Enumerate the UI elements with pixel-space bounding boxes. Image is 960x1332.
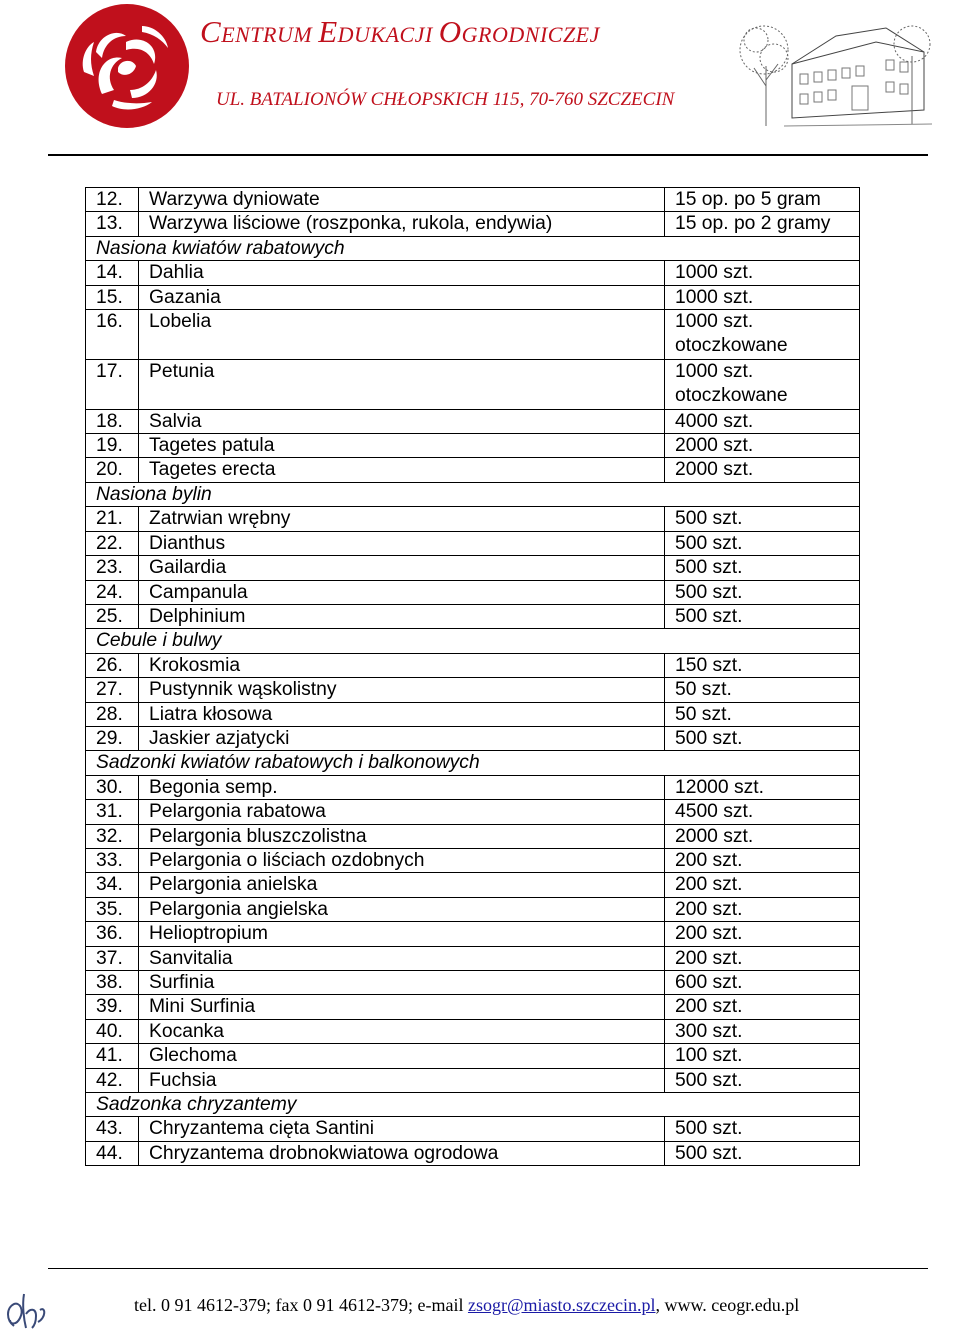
item-number: 18. xyxy=(86,409,139,433)
item-number: 34. xyxy=(86,873,139,897)
rose-logo-icon xyxy=(62,2,192,130)
item-quantity: 200 szt. xyxy=(665,848,860,872)
table-row xyxy=(86,873,860,897)
item-number: 16. xyxy=(86,310,139,360)
item-name: Jaskier azjatycki xyxy=(139,726,665,750)
section-title: Sadzonki kwiatów rabatowych i balkonowych xyxy=(86,751,860,775)
section-title: Nasiona bylin xyxy=(86,482,860,506)
item-number: 41. xyxy=(86,1044,139,1068)
item-quantity: 300 szt. xyxy=(665,1019,860,1043)
section-header-row xyxy=(86,1093,860,1117)
item-name: Petunia xyxy=(139,359,665,409)
item-quantity: 4500 szt. xyxy=(665,800,860,824)
item-quantity: 500 szt. xyxy=(665,580,860,604)
item-quantity: 50 szt. xyxy=(665,678,860,702)
table-row xyxy=(86,1141,860,1165)
item-quantity: 500 szt. xyxy=(665,556,860,580)
table-row xyxy=(86,409,860,433)
item-quantity: 2000 szt. xyxy=(665,824,860,848)
item-name: Begonia semp. xyxy=(139,775,665,799)
item-name: Dianthus xyxy=(139,531,665,555)
table-row xyxy=(86,580,860,604)
item-name: Chryzantema drobnokwiatowa ogrodowa xyxy=(139,1141,665,1165)
item-quantity-value: 1000 szt. xyxy=(675,360,754,382)
item-name: Pelargonia anielska xyxy=(139,873,665,897)
item-quantity: 500 szt. xyxy=(665,1117,860,1141)
table-row xyxy=(86,212,860,236)
section-title: Cebule i bulwy xyxy=(86,629,860,653)
item-number: 29. xyxy=(86,726,139,750)
footer-email-link[interactable]: zsogr@miasto.szczecin.pl xyxy=(467,1295,656,1315)
organization-name xyxy=(200,14,600,50)
item-name: Gailardia xyxy=(139,556,665,580)
table-row xyxy=(86,1117,860,1141)
table-row xyxy=(86,800,860,824)
table-row xyxy=(86,897,860,921)
item-number: 43. xyxy=(86,1117,139,1141)
footer-website: , www. ceogr.edu.pl xyxy=(655,1295,800,1315)
item-name: Warzywa dyniowate xyxy=(139,188,665,212)
item-name: Surfinia xyxy=(139,971,665,995)
item-name: Campanula xyxy=(139,580,665,604)
item-number: 37. xyxy=(86,946,139,970)
item-number: 22. xyxy=(86,531,139,555)
item-number: 42. xyxy=(86,1068,139,1092)
item-name: Dahlia xyxy=(139,261,665,285)
table-row xyxy=(86,261,860,285)
item-name: Salvia xyxy=(139,409,665,433)
table-row xyxy=(86,434,860,458)
item-number: 26. xyxy=(86,653,139,677)
item-quantity: 1000 szt. xyxy=(665,261,860,285)
org-name-initial: O xyxy=(438,14,462,49)
item-quantity: 500 szt. xyxy=(665,1068,860,1092)
item-quantity: 15 op. po 2 gramy xyxy=(665,212,860,236)
org-name-initial: E xyxy=(318,14,338,49)
item-number: 32. xyxy=(86,824,139,848)
table-row xyxy=(86,604,860,628)
table-row xyxy=(86,995,860,1019)
header-divider xyxy=(48,154,928,156)
item-quantity xyxy=(665,310,860,360)
school-building-icon xyxy=(736,6,932,134)
footer-divider xyxy=(48,1268,928,1269)
table-row xyxy=(86,775,860,799)
item-name: Gazania xyxy=(139,285,665,309)
item-number: 40. xyxy=(86,1019,139,1043)
item-quantity-value: 1000 szt. xyxy=(675,311,754,333)
item-quantity: 150 szt. xyxy=(665,653,860,677)
footer-contact xyxy=(134,1295,799,1316)
item-quantity: 200 szt. xyxy=(665,873,860,897)
item-number: 23. xyxy=(86,556,139,580)
item-name: Pelargonia o liściach ozdobnych xyxy=(139,848,665,872)
table-row xyxy=(86,971,860,995)
item-name: Delphinium xyxy=(139,604,665,628)
table-row xyxy=(86,726,860,750)
item-number: 31. xyxy=(86,800,139,824)
table-row xyxy=(86,824,860,848)
table-row xyxy=(86,922,860,946)
table-row xyxy=(86,848,860,872)
table-row xyxy=(86,507,860,531)
item-quantity: 200 szt. xyxy=(665,897,860,921)
item-quantity-note: otoczkowane xyxy=(675,335,788,357)
org-name-part: ENTRUM xyxy=(221,22,319,47)
item-quantity: 200 szt. xyxy=(665,995,860,1019)
item-number: 35. xyxy=(86,897,139,921)
item-quantity: 200 szt. xyxy=(665,922,860,946)
org-name-initial: C xyxy=(200,14,222,49)
section-title: Sadzonka chryzantemy xyxy=(86,1093,860,1117)
item-name: Chryzantema cięta Santini xyxy=(139,1117,665,1141)
table-row xyxy=(86,1044,860,1068)
item-name: Fuchsia xyxy=(139,1068,665,1092)
item-name: Pelargonia rabatowa xyxy=(139,800,665,824)
item-name: Krokosmia xyxy=(139,653,665,677)
item-name: Mini Surfinia xyxy=(139,995,665,1019)
item-quantity: 1000 szt. xyxy=(665,285,860,309)
item-number: 27. xyxy=(86,678,139,702)
item-quantity: 50 szt. xyxy=(665,702,860,726)
item-number: 12. xyxy=(86,188,139,212)
item-name: Kocanka xyxy=(139,1019,665,1043)
item-quantity: 2000 szt. xyxy=(665,458,860,482)
item-number: 21. xyxy=(86,507,139,531)
item-name: Liatra kłosowa xyxy=(139,702,665,726)
table-row xyxy=(86,702,860,726)
item-name: Pelargonia bluszczolistna xyxy=(139,824,665,848)
table-row xyxy=(86,653,860,677)
item-number: 24. xyxy=(86,580,139,604)
table-row xyxy=(86,1068,860,1092)
table-row xyxy=(86,946,860,970)
table-row xyxy=(86,188,860,212)
item-quantity xyxy=(665,359,860,409)
item-number: 17. xyxy=(86,359,139,409)
item-name: Tagetes patula xyxy=(139,434,665,458)
order-list-table xyxy=(85,187,860,1166)
item-quantity: 15 op. po 5 gram xyxy=(665,188,860,212)
item-quantity: 500 szt. xyxy=(665,726,860,750)
table-row xyxy=(86,531,860,555)
section-header-row xyxy=(86,482,860,506)
item-quantity: 4000 szt. xyxy=(665,409,860,433)
table-row xyxy=(86,678,860,702)
item-name: Pelargonia angielska xyxy=(139,897,665,921)
item-name: Warzywa liściowe (roszponka, rukola, endywia) xyxy=(139,212,665,236)
item-name: Helioptropium xyxy=(139,922,665,946)
item-name: Lobelia xyxy=(139,310,665,360)
item-number: 25. xyxy=(86,604,139,628)
item-quantity: 12000 szt. xyxy=(665,775,860,799)
table-row xyxy=(86,556,860,580)
organization-address: UL. BATALIONÓW CHŁOPSKICH 115, 70-760 SZCZECIN xyxy=(216,89,675,110)
section-header-row xyxy=(86,236,860,260)
item-quantity: 500 szt. xyxy=(665,1141,860,1165)
table-row xyxy=(86,285,860,309)
item-number: 13. xyxy=(86,212,139,236)
item-quantity: 500 szt. xyxy=(665,604,860,628)
section-header-row xyxy=(86,629,860,653)
item-quantity: 600 szt. xyxy=(665,971,860,995)
table-row xyxy=(86,458,860,482)
table-row xyxy=(86,1019,860,1043)
table-row xyxy=(86,310,860,360)
item-name: Tagetes erecta xyxy=(139,458,665,482)
item-quantity: 500 szt. xyxy=(665,507,860,531)
item-number: 39. xyxy=(86,995,139,1019)
item-number: 44. xyxy=(86,1141,139,1165)
section-header-row xyxy=(86,751,860,775)
item-number: 36. xyxy=(86,922,139,946)
item-name: Zatrwian wrębny xyxy=(139,507,665,531)
table-row xyxy=(86,359,860,409)
item-number: 20. xyxy=(86,458,139,482)
item-name: Sanvitalia xyxy=(139,946,665,970)
item-number: 28. xyxy=(86,702,139,726)
item-quantity: 100 szt. xyxy=(665,1044,860,1068)
section-title: Nasiona kwiatów rabatowych xyxy=(86,236,860,260)
item-name: Pustynnik wąskolistny xyxy=(139,678,665,702)
item-number: 38. xyxy=(86,971,139,995)
item-quantity-note: otoczkowane xyxy=(675,385,788,407)
item-quantity: 2000 szt. xyxy=(665,434,860,458)
item-quantity: 500 szt. xyxy=(665,531,860,555)
item-number: 15. xyxy=(86,285,139,309)
footer-phone-fax: tel. 0 91 4612-379; fax 0 91 4612-379; e-mail xyxy=(134,1295,468,1315)
signature-logo-icon xyxy=(2,1280,48,1330)
org-name-part: DUKACJI xyxy=(337,22,439,47)
item-number: 14. xyxy=(86,261,139,285)
item-number: 33. xyxy=(86,848,139,872)
item-name: Glechoma xyxy=(139,1044,665,1068)
org-name-part: GRODNICZEJ xyxy=(461,22,600,47)
item-quantity: 200 szt. xyxy=(665,946,860,970)
item-number: 30. xyxy=(86,775,139,799)
item-number: 19. xyxy=(86,434,139,458)
